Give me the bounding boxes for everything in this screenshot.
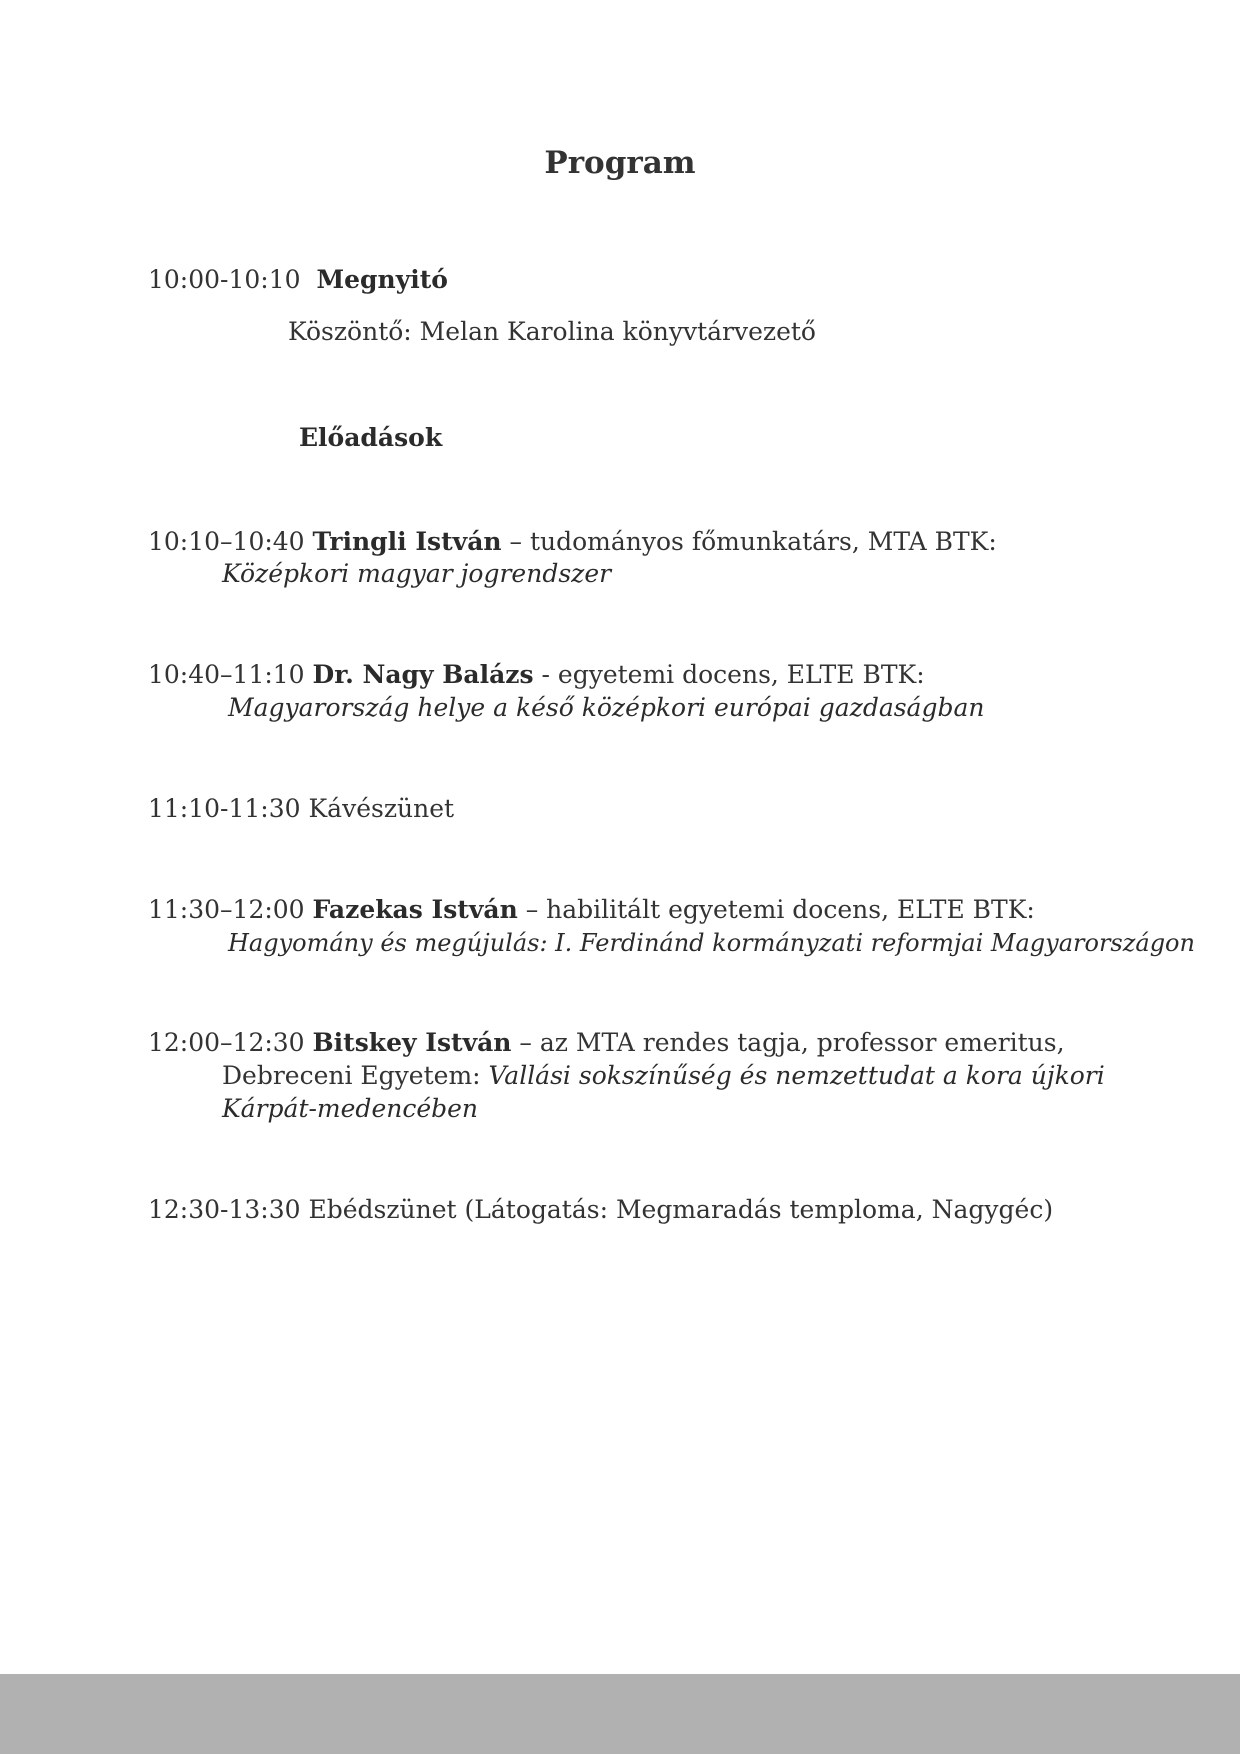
lecture-title: Középkori magyar jogrendszer (222, 559, 612, 588)
program-item-1 (148, 526, 997, 558)
speaker-role: – az MTA rendes tagja, professor emeritus, (511, 1028, 1065, 1057)
lecture-title: Vallási sokszínűség és nemzettudat a kora újkori (488, 1061, 1105, 1090)
opening-greeting: Köszöntő: Melan Karolina könyvtárvezető (288, 317, 816, 346)
opening-time: 10:00-10:10 (148, 265, 301, 294)
opening-row (148, 264, 448, 296)
break-label: Ebédszünet (Látogatás: Megmaradás temploma, Nagygéc) (308, 1195, 1054, 1224)
footer-band (0, 1674, 1240, 1754)
page-title: Program (544, 145, 696, 181)
break-row-coffee (148, 793, 454, 825)
speaker-role: – habilitált egyetemi docens, ELTE BTK: (517, 895, 1035, 924)
item-time: 10:10–10:40 (148, 527, 305, 556)
speaker-name: Fazekas István (312, 895, 518, 924)
lecture-title: Magyarország helye a késő középkori európai gazdaságban (228, 693, 985, 722)
program-item-4 (148, 1027, 1065, 1059)
speaker-role: - egyetemi docens, ELTE BTK: (533, 660, 925, 689)
break-row-lunch (148, 1194, 1053, 1226)
break-label: Kávészünet (308, 794, 455, 823)
item-time: 12:00–12:30 (148, 1028, 305, 1057)
lecture-title-continued: Kárpát-medencében (222, 1094, 479, 1123)
speaker-name: Tringli István (312, 527, 502, 556)
program-item-3 (148, 894, 1035, 926)
break-time: 12:30-13:30 (148, 1195, 301, 1224)
item-time: 11:30–12:00 (148, 895, 305, 924)
speaker-affiliation: Debreceni Egyetem: (222, 1061, 489, 1090)
lectures-heading: Előadások (299, 423, 443, 452)
speaker-role: – tudományos főmunkatárs, MTA BTK: (501, 527, 997, 556)
speaker-name: Bitskey István (312, 1028, 512, 1057)
break-time: 11:10-11:30 (148, 794, 301, 823)
item-time: 10:40–11:10 (148, 660, 305, 689)
speaker-name: Dr. Nagy Balázs (312, 660, 534, 689)
lecture-affiliation-line (222, 1060, 1105, 1092)
lecture-title: Hagyomány és megújulás: I. Ferdinánd kormányzati reformjai Magyarországon (228, 929, 1195, 957)
opening-label: Megnyitó (316, 265, 448, 294)
program-item-2 (148, 659, 925, 691)
